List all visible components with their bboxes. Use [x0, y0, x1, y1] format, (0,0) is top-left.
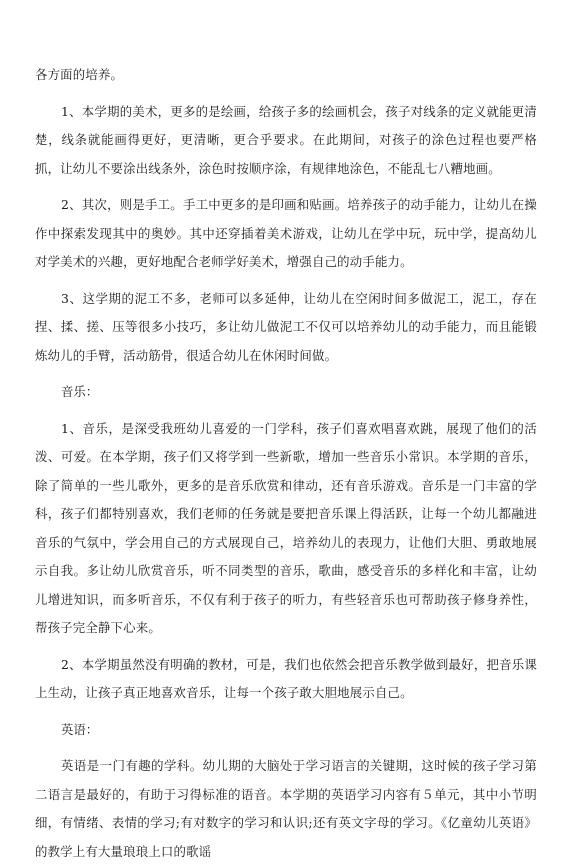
spacer: [35, 90, 537, 98]
spacer: [35, 643, 537, 651]
spacer: [35, 708, 537, 716]
art-paragraph-2: 2、其次，则是手工。手工中更多的是印画和贴画。培养孩子的动手能力，让幼儿在操作中探索发现其中的奥妙。其中还穿插着美术游戏，让幼儿在学中玩，玩中学，提高幼儿对学美术的兴趣，更好地配合老师学好美术，增强自己的动手能力。: [35, 197, 537, 269]
spacer: [35, 370, 537, 378]
art-paragraph-1: 1、本学期的美术，更多的是绘画，给孩子多的绘画机会，孩子对线条的定义就能更清楚，线条就能画得更好，更清晰，更合乎要求。在此期间，对孩子的涂色过程也要严格抓，让幼儿不要涂出线条外，涂色时按顺序涂，有规律地涂色，不能乱七八糟地画。: [35, 103, 537, 176]
english-paragraph-1: 英语是一门有趣的学科。幼儿期的大脑处于学习语言的关键期，这时候的孩子学习第二语言是最好的，有助于习得标准的语音。本学期的英语学习内容有５单元，其中小节明细，有情绪、表情的学习;有对数字的学习和认识;还有英文字母的学习。《亿童幼儿英语》的教学上有大量琅琅上口的歌谣: [35, 758, 537, 859]
lead-line: 各方面的培养。: [35, 67, 124, 82]
spacer: [35, 277, 537, 285]
spacer: [35, 744, 537, 752]
spacer: [35, 407, 537, 415]
english-heading: 英语：: [61, 721, 99, 737]
music-paragraph-1: 1、音乐，是深受我班幼儿喜爱的一门学科，孩子们喜欢唱喜欢跳，展现了他们的活泼、可爱。在本学期，孩子们又将学到一些新歌，增加一些音乐小常识。本学期的音乐，除了简单的一些儿歌外，更多的是音乐欣赏和律动，还有音乐游戏。音乐是一门丰富的学科，孩子们都特别喜欢，我们老师的任务就是要把音乐课上得活跃，让每一个幼儿都融进音乐的气氛中，学会用自己的方式展现自己，培养幼儿的表现力，让他们大胆、勇敢地展示自我。多让幼儿欣赏音乐，听不同类型的音乐，歌曲，感受音乐的多样化和丰富，让幼儿增进知识，而多听音乐，不仅有利于孩子的听力，有些轻音乐也可帮助孩子修身养性，帮孩子完全静下心来。: [35, 420, 537, 635]
spacer: [35, 183, 537, 191]
music-heading: 音乐：: [61, 384, 99, 399]
music-paragraph-2: 2、本学期虽然没有明确的教材，可是，我们也依然会把音乐教学做到最好，把音乐课上生动，让孩子真正地喜欢音乐，让每一个孩子敢大胆地展示自己。: [35, 656, 537, 700]
art-paragraph-3: 3、这学期的泥工不多，老师可以多延伸，让幼儿在空闲时间多做泥工，泥工，存在捏、揉、搓、压等很多小技巧，多让幼儿做泥工不仅可以培养幼儿的动手能力，而且能锻炼幼儿的手臂，活动筋骨，很适合幼儿在休闲时间做。: [35, 290, 537, 363]
